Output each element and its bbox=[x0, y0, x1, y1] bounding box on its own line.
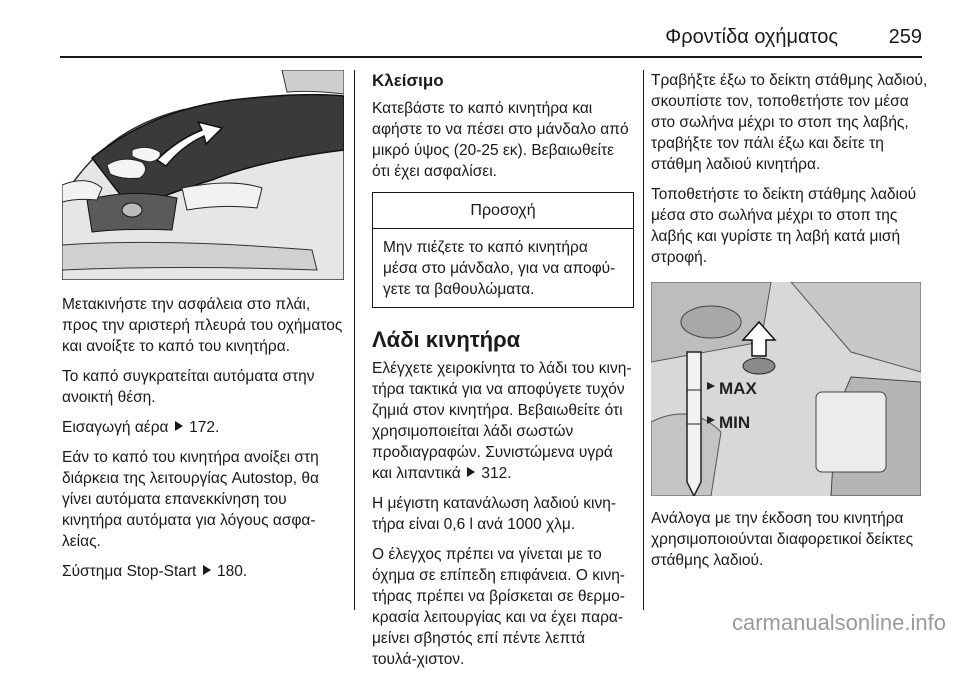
paragraph: Ανάλογα με την έκδοση του κινητήρα χρησιμοποιούνται διαφορετικοί δείκτες στάθμης λαδιού. bbox=[651, 510, 914, 569]
page-header bbox=[60, 22, 922, 58]
paragraph bbox=[372, 358, 634, 484]
page-reference-icon bbox=[175, 421, 183, 431]
watermark: carmanualsonline.info bbox=[731, 610, 946, 635]
column-divider bbox=[354, 70, 355, 610]
reference-page: 312. bbox=[481, 465, 512, 482]
reference-page: 180. bbox=[216, 563, 248, 580]
page-reference-icon bbox=[203, 565, 211, 575]
cross-reference bbox=[62, 417, 344, 438]
reference-text: Εισαγωγή αέρα bbox=[62, 419, 169, 436]
reference-page: 172. bbox=[189, 419, 220, 436]
column-middle bbox=[372, 70, 634, 679]
page-title: Φροντίδα οχήματος bbox=[665, 26, 838, 48]
oil-text: Ελέγχετε χειροκίνητα το λάδι του κινη-τήρα τακτικά για να αποφύγετε τυχόν ζημιά στον κινητήρα. Βεβαιωθείτε ότι χρησιμοποιείται λάδι σωστών προδιαγραφών. Συνιστώμενα υγρά και λιπαντικά bbox=[372, 360, 632, 482]
section-heading: Κλείσιμο bbox=[372, 71, 444, 90]
column-divider bbox=[643, 70, 644, 610]
cross-reference bbox=[62, 561, 344, 582]
max-label: MAX bbox=[719, 379, 757, 398]
paragraph: Μετακινήστε την ασφάλεια στο πλάι, προς την αριστερή πλευρά του οχήματος και ανοίξτε το καπό του κινητήρα. bbox=[62, 296, 343, 355]
warning-box bbox=[372, 192, 634, 308]
paragraph: Τραβήξτε έξω το δείκτη στάθμης λαδιού, σκουπίστε τον, τοποθετήστε τον μέσα στο σωλήνα μέχρι το στοπ της λαβής, τραβήξτε τον πάλι έξω και δείτε τη στάθμη λαδιού κινητήρα. bbox=[651, 72, 928, 173]
paragraph: Κατεβάστε το καπό κινητήρα και αφήστε το να πέσει στο μάνδαλο από μικρό ύψος (20-25 εκ). Βεβαιωθείτε ότι έχει ασφαλίσει. bbox=[372, 100, 629, 180]
column-right bbox=[651, 70, 931, 580]
paragraph: Ο έλεγχος πρέπει να γίνεται με το όχημα σε επίπεδη επιφάνεια. Ο κινη-τήρας πρέπει να βρίσκεται σε θερμο-κρασία λειτουργίας και να έχει παρα-μείνει σβηστός επί πέντε λεπτά τουλά-χιστον. bbox=[372, 546, 625, 668]
min-label: MIN bbox=[719, 413, 751, 432]
column-left bbox=[62, 70, 344, 591]
car-bonnet-illustration bbox=[62, 70, 344, 280]
warning-text: Μην πιέζετε το καπό κινητήρα μέσα στο μάνδαλο, για να αποφύ-γετε τα βαθουλώματα. bbox=[383, 239, 616, 298]
page-reference-icon bbox=[467, 467, 475, 477]
paragraph: Το καπό συγκρατείται αυτόματα στην ανοικτή θέση. bbox=[62, 368, 315, 406]
reference-text: Σύστημα Stop-Start bbox=[62, 563, 197, 580]
warning-title: Προσοχή bbox=[373, 193, 633, 229]
section-heading: Λάδι κινητήρα bbox=[372, 327, 521, 352]
paragraph: Τοποθετήστε το δείκτη στάθμης λαδιού μέσα στο σωλήνα μέχρι το στοπ της λαβής και γυρίστε τη λαβή κατά μισή στροφή. bbox=[651, 186, 917, 266]
paragraph: Η μέγιστη κατανάλωση λαδιού κινη-τήρα είναι 0,6 l ανά 1000 χλμ. bbox=[372, 495, 617, 533]
dipstick-illustration bbox=[651, 282, 921, 496]
page-number: 259 bbox=[888, 26, 922, 48]
paragraph: Εάν το καπό του κινητήρα ανοίξει στη διάρκεια της λειτουργίας Autostop, θα γίνει αυτόματα επανεκκίνηση του κινητήρα αυτόματα για λόγους ασφα-λείας. bbox=[62, 449, 319, 550]
